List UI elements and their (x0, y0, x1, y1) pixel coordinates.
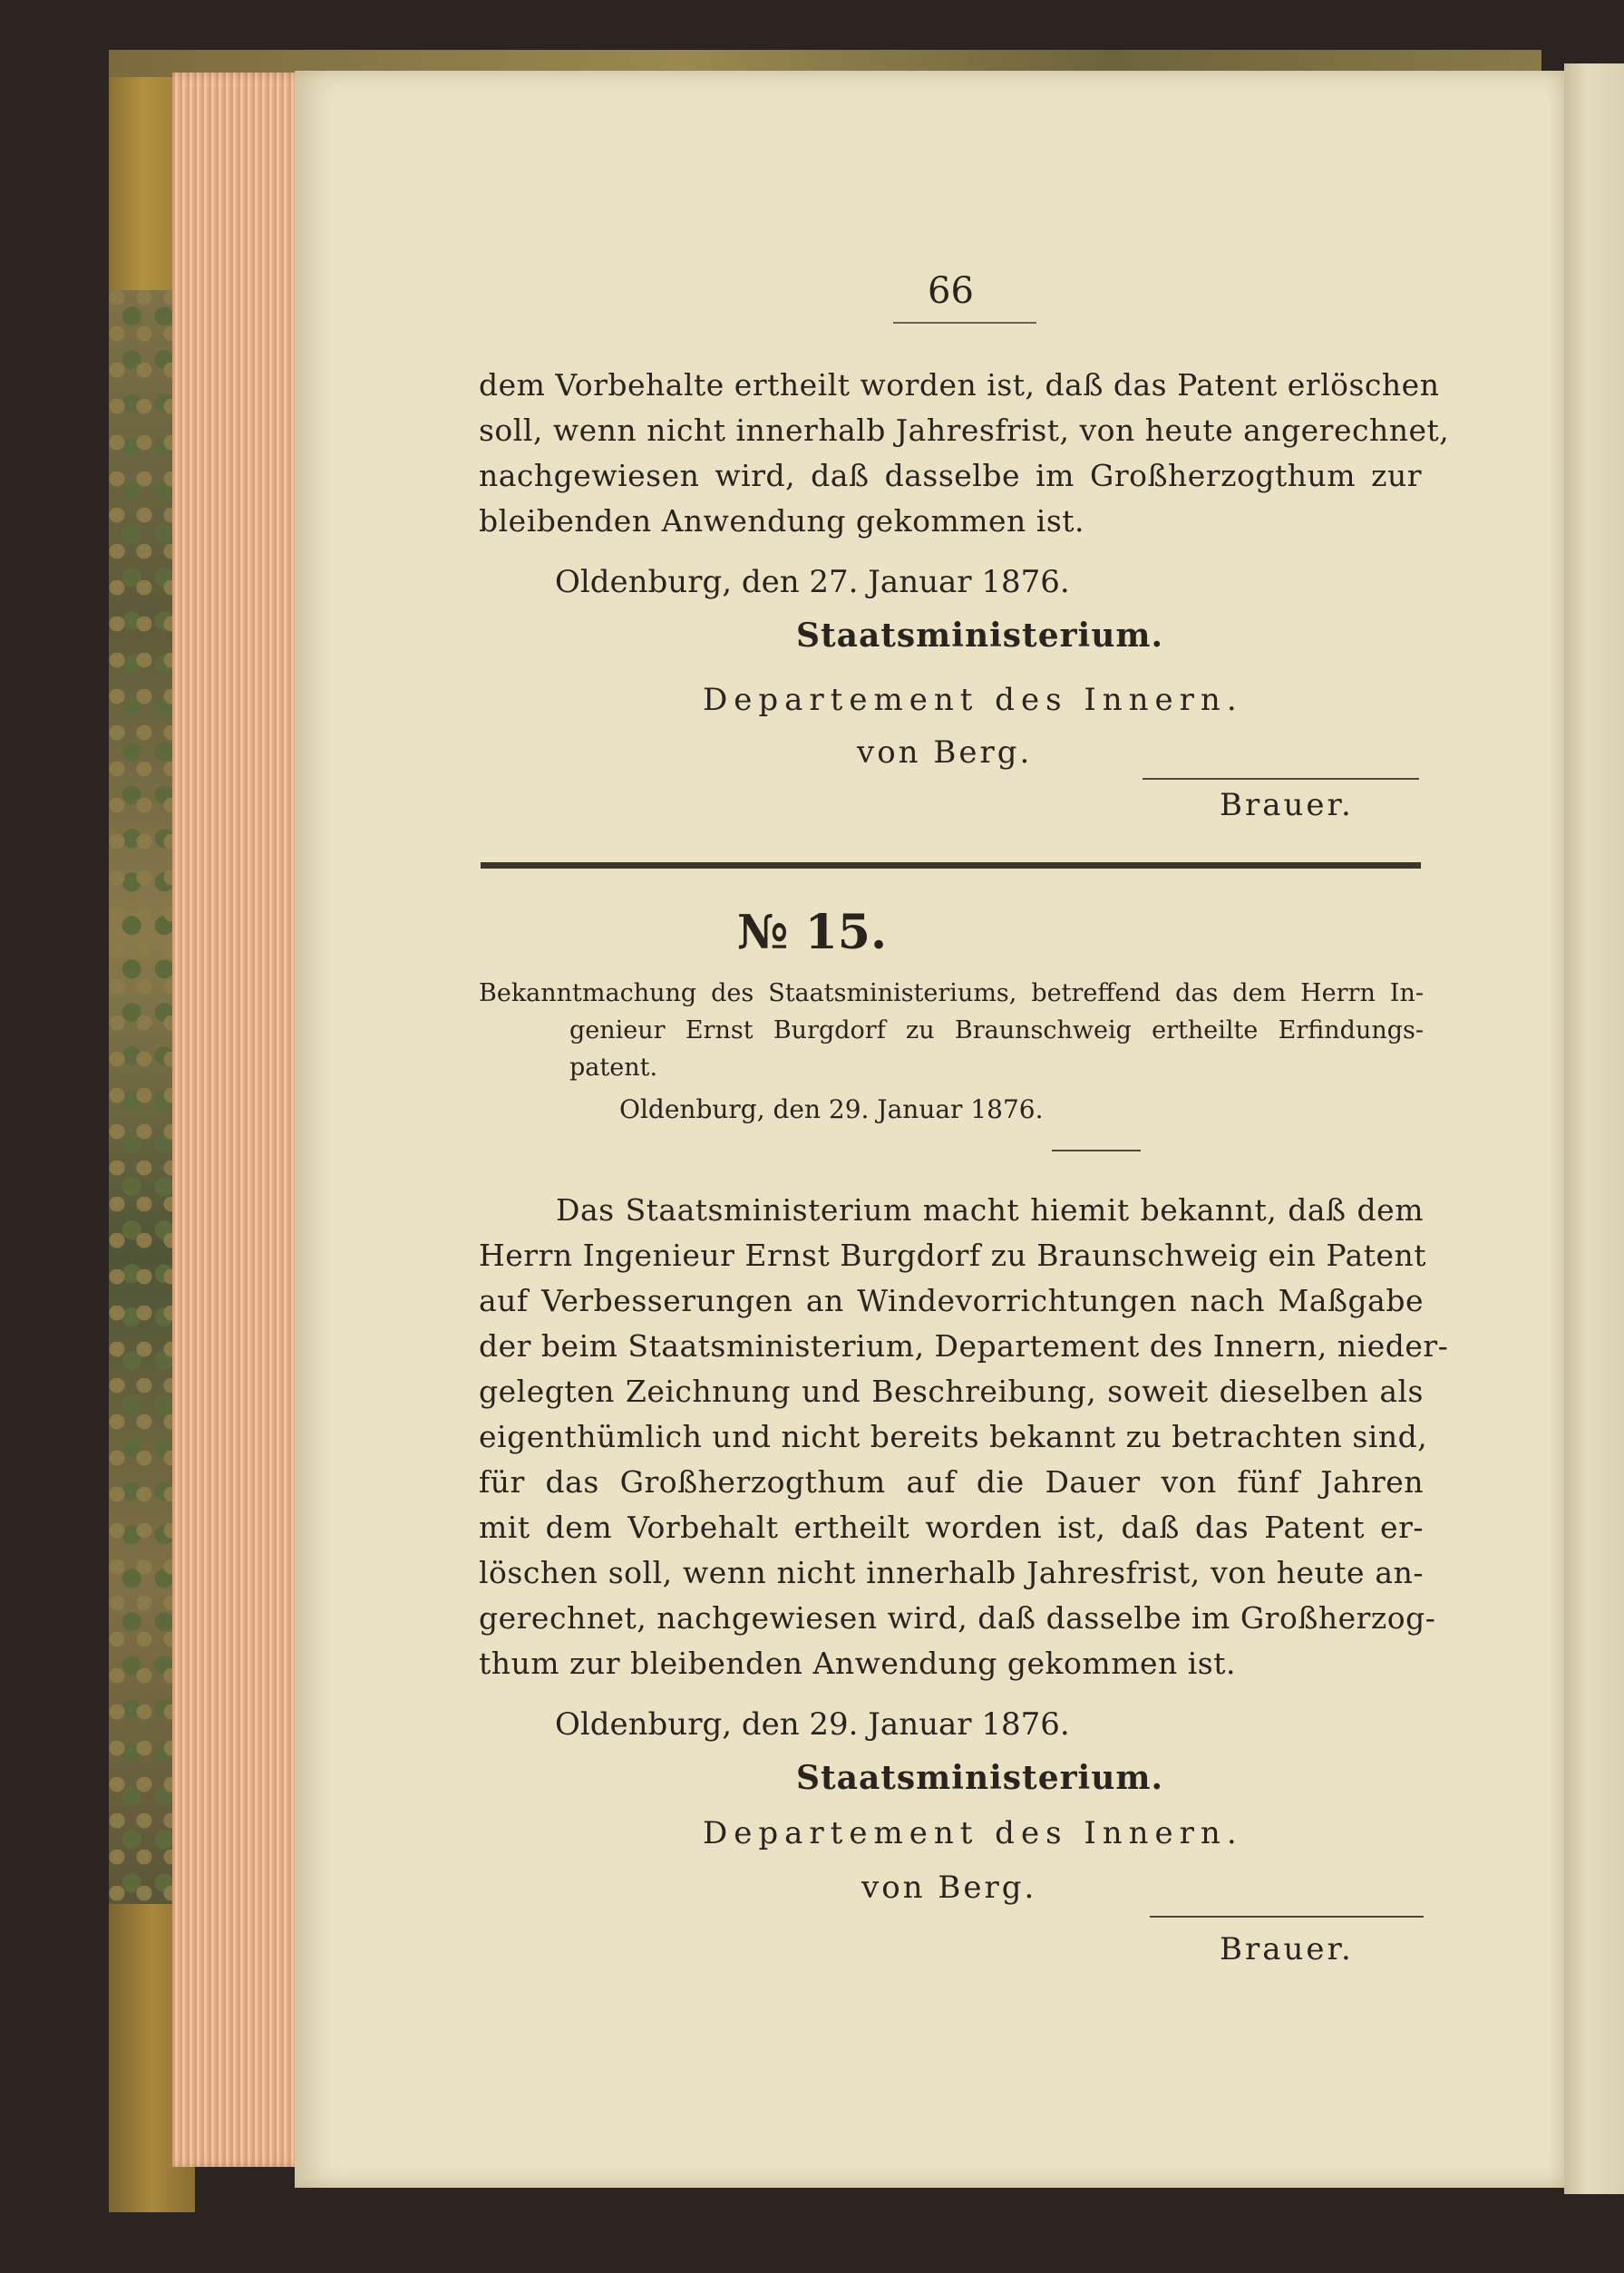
text-line: nachgewiesen wird, daß dasselbe im Großherzogthum zur (479, 458, 1422, 493)
first-notice-signatory-1: von Berg. (857, 734, 1033, 771)
second-notice-signatory-1: von Berg. (861, 1870, 1037, 1906)
first-notice-dateline: Oldenburg, den 27. Januar 1876. (555, 564, 1070, 600)
facing-page-edge (1564, 63, 1624, 2194)
second-notice-signatory-2: Brauer. (1220, 1931, 1354, 1967)
signature-rule (1150, 1916, 1424, 1918)
second-notice-authority: Staatsministerium. (796, 1759, 1164, 1797)
first-notice-signatory-2: Brauer. (1220, 787, 1354, 823)
first-notice-authority: Staatsministerium. (796, 617, 1164, 655)
text-line: Herrn Ingenieur Ernst Burgdorf zu Braunschweig ein Patent (479, 1238, 1427, 1273)
notice-number: № 15. (736, 905, 888, 960)
first-notice-continuation (479, 363, 1450, 544)
title-rule (1052, 1150, 1141, 1151)
page-block-edges (172, 73, 308, 2167)
notice-title-date: Oldenburg, den 29. Januar 1876. (619, 1094, 1044, 1124)
second-notice-dateline: Oldenburg, den 29. Januar 1876. (555, 1706, 1070, 1743)
text-line: dem Vorbehalte ertheilt worden ist, daß das Patent erlöschen (479, 367, 1440, 403)
text-line: mit dem Vorbehalt ertheilt worden ist, daß das Patent er- (479, 1510, 1424, 1545)
text-line: gelegten Zeichnung und Beschreibung, soweit dieselben als (479, 1374, 1424, 1409)
notice-title (479, 975, 1424, 1086)
title-line: genieur Ernst Burgdorf zu Braunschweig ertheilte Erfindungs- (569, 1016, 1424, 1044)
text-line: soll, wenn nicht innerhalb Jahresfrist, von heute angerechnet, (479, 413, 1450, 448)
section-divider (481, 862, 1421, 869)
text-line: thum zur bleibenden Anwendung gekommen ist. (479, 1646, 1236, 1681)
text-line: der beim Staatsministerium, Departement des Innern, nieder- (479, 1328, 1449, 1364)
second-notice-body (479, 1188, 1449, 1686)
page-number: 66 (928, 270, 974, 312)
page-number-rule (893, 322, 1036, 324)
text-line: löschen soll, wenn nicht innerhalb Jahresfrist, von heute an- (479, 1555, 1424, 1590)
text-line: gerechnet, nachgewiesen wird, daß dasselbe im Großherzog- (479, 1600, 1436, 1636)
title-line: patent. (569, 1054, 658, 1082)
title-line: Bekanntmachung des Staatsministeriums, betreffend das dem Herrn In- (479, 979, 1424, 1007)
signature-rule (1143, 778, 1419, 780)
text-line: eigenthümlich und nicht bereits bekannt zu betrachten sind, (479, 1419, 1428, 1454)
text-line: für das Großherzogthum auf die Dauer von fünf Jahren (479, 1464, 1424, 1500)
text-line: auf Verbesserungen an Windevorrichtungen nach Maßgabe (479, 1283, 1424, 1318)
second-notice-department: Departement des Innern. (703, 1815, 1243, 1851)
first-notice-department: Departement des Innern. (703, 682, 1243, 718)
text-line: Das Staatsministerium macht hiemit bekannt, daß dem (556, 1192, 1424, 1228)
text-line: bleibenden Anwendung gekommen ist. (479, 503, 1085, 539)
